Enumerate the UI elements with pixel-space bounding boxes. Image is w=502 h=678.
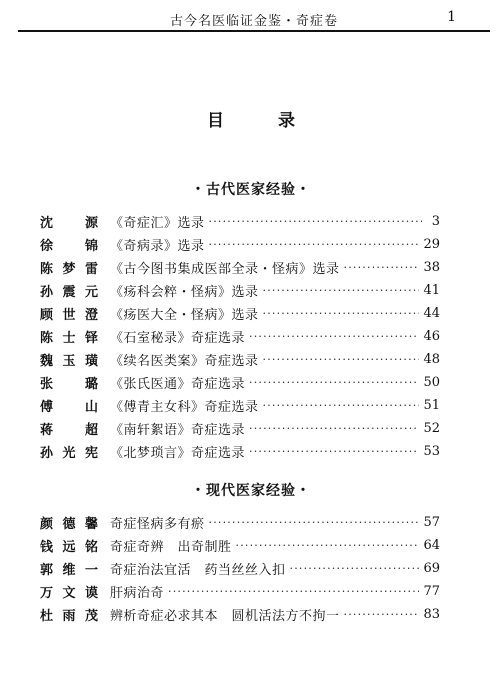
author-name: 颜德馨 — [40, 517, 98, 532]
author-name: 顾世澄 — [40, 308, 98, 323]
work-title: 奇症怪病多有瘀 — [110, 517, 205, 532]
entry-page-number: 83 — [423, 607, 440, 622]
toc-entry[interactable] — [40, 371, 440, 394]
toc-entry[interactable] — [40, 279, 440, 302]
entry-page-number: 46 — [423, 329, 440, 344]
entry-page-number: 53 — [423, 444, 440, 459]
entry-page-number: 77 — [423, 584, 440, 599]
work-title: 《古今图书集成医部全录・怪病》选录 — [110, 262, 340, 277]
work-title: 《南轩絮语》奇症选录 — [110, 423, 246, 438]
toc-entry[interactable] — [40, 417, 440, 440]
author-name: 张 璐 — [40, 377, 98, 392]
entry-page-number: 64 — [423, 538, 440, 553]
dot-leader — [209, 215, 422, 228]
author-name: 陈士铎 — [40, 331, 98, 346]
toc-entry[interactable] — [40, 511, 440, 534]
running-header — [18, 8, 490, 32]
toc-entry[interactable] — [40, 603, 440, 626]
work-title: 《傅青主女科》奇症选录 — [110, 400, 259, 415]
author-name: 徐 锦 — [40, 239, 98, 254]
entry-page-number: 38 — [423, 260, 440, 275]
dot-leader — [249, 376, 419, 389]
toc-entry[interactable] — [40, 440, 440, 463]
toc-entry[interactable] — [40, 348, 440, 371]
toc-entry[interactable] — [40, 233, 440, 256]
toc-title: 目 录 — [207, 111, 319, 131]
dot-leader — [290, 562, 420, 575]
entry-page-number: 48 — [423, 352, 440, 367]
toc-entry[interactable] — [40, 394, 440, 417]
dot-leader — [263, 353, 420, 366]
entry-page-number: 51 — [423, 398, 440, 413]
work-title: 《石室秘录》奇症选录 — [110, 331, 246, 346]
author-name: 魏玉璜 — [40, 354, 98, 369]
toc-entry[interactable] — [40, 256, 440, 279]
toc-entry[interactable] — [40, 580, 440, 603]
toc-entry[interactable] — [40, 210, 440, 233]
work-title: 奇症治法宜活 药当丝丝入扣 — [110, 563, 286, 578]
work-title: 《疡医大全・怪病》选录 — [110, 308, 259, 323]
toc-entry[interactable] — [40, 534, 440, 557]
dot-leader — [249, 330, 419, 343]
page-number: 1 — [447, 9, 456, 25]
toc-list-ancient — [40, 210, 440, 463]
work-title: 《续名医类案》奇症选录 — [110, 354, 259, 369]
author-name: 杜雨茂 — [40, 609, 98, 624]
author-name: 孙震元 — [40, 285, 98, 300]
entry-page-number: 69 — [423, 561, 440, 576]
dot-leader — [209, 238, 420, 251]
entry-page-number: 3 — [431, 214, 440, 229]
author-name: 陈梦雷 — [40, 262, 98, 277]
section-heading-modern: ・现代医家经验・ — [191, 483, 311, 499]
work-title: 辨析奇症必求其本 圆机活法方不拘一 — [110, 609, 340, 624]
dot-leader — [249, 422, 419, 435]
entry-page-number: 57 — [423, 515, 440, 530]
section-heading-ancient: ・古代医家经验・ — [191, 182, 311, 198]
dot-leader — [344, 608, 420, 621]
work-title: 《奇症汇》选录 — [110, 216, 205, 231]
author-name: 沈 源 — [40, 216, 98, 231]
entry-page-number: 52 — [423, 421, 440, 436]
author-name: 万文谟 — [40, 586, 98, 601]
entry-page-number: 44 — [423, 306, 440, 321]
dot-leader — [344, 261, 420, 274]
author-name: 傅 山 — [40, 400, 98, 415]
author-name: 钱远铭 — [40, 540, 98, 555]
dot-leader — [209, 516, 420, 529]
dot-leader — [168, 585, 419, 598]
toc-list-modern — [40, 511, 440, 626]
work-title: 《北梦琐言》奇症选录 — [110, 446, 246, 461]
author-name: 蒋 超 — [40, 423, 98, 438]
toc-entry[interactable] — [40, 325, 440, 348]
author-name: 郭维一 — [40, 563, 98, 578]
dot-leader — [236, 539, 420, 552]
work-title: 肝病治奇 — [110, 586, 165, 601]
work-title: 奇症奇辨 出奇制胜 — [110, 540, 232, 555]
dot-leader — [263, 284, 420, 297]
dot-leader — [249, 445, 419, 458]
entry-page-number: 41 — [423, 283, 440, 298]
work-title: 《张氏医通》奇症选录 — [110, 377, 246, 392]
entry-page-number: 29 — [423, 237, 440, 252]
toc-entry[interactable] — [40, 302, 440, 325]
work-title: 《疡科会粹・怪病》选录 — [110, 285, 259, 300]
entry-page-number: 50 — [423, 375, 440, 390]
author-name: 孙光宪 — [40, 446, 98, 461]
book-title: 古今名医临证金鉴・奇症卷 — [169, 14, 338, 29]
work-title: 《奇病录》选录 — [110, 239, 205, 254]
dot-leader — [263, 307, 420, 320]
dot-leader — [263, 399, 420, 412]
toc-entry[interactable] — [40, 557, 440, 580]
